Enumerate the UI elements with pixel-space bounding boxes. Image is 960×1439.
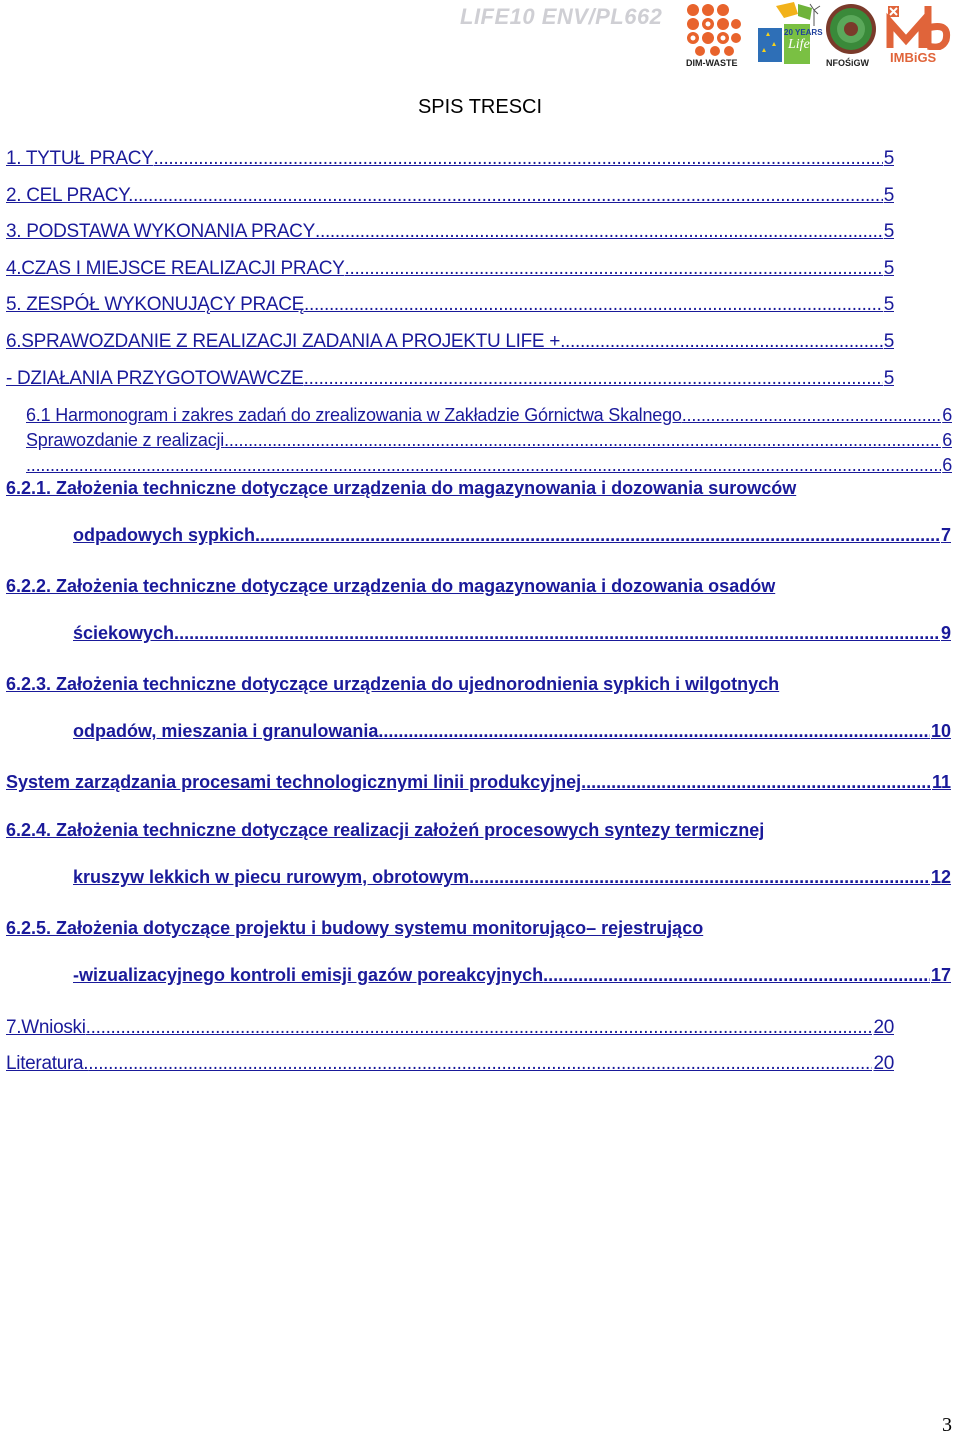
toc-entry-title: 6.SPRAWOZDANIE Z REALIZACJI ZADANIA A PROJEKTU LIFE + [6, 331, 561, 352]
toc-leader-dots [88, 1053, 872, 1075]
toc-entry-heading: 6.2.3. Założenia techniczne dotyczące urządzenia do ujednorodnienia sypkich i wilgotnych [6, 674, 780, 694]
toc-page-number: 5 [883, 294, 894, 315]
toc-leader-dots [86, 1017, 873, 1039]
toc-page-number: 7 [940, 525, 951, 545]
toc-entry-heading: 6.2.4. Założenia techniczne dotyczące realizacji założeń procesowych syntezy termicznej [6, 820, 765, 840]
nfosigw-logo [824, 2, 878, 68]
toc-leader-dots [543, 965, 930, 986]
toc-entry-title: 2. CEL PRACY. [6, 185, 134, 206]
toc-page-number: 6 [942, 430, 952, 450]
toc-leader-dots [304, 368, 883, 390]
toc-page-number: 12 [930, 867, 951, 887]
toc-page-number: 9 [940, 623, 951, 643]
toc-leader-dots [133, 185, 883, 207]
toc-entry-title: -wizualizacyjnego kontroli emisji gazów poreakcyjnych [73, 965, 544, 985]
toc-entry-dzialania[interactable] [6, 368, 894, 390]
imbigs-logo [884, 2, 954, 68]
toc-entry-6-2-2[interactable] [6, 576, 951, 644]
toc-entry-sprawozdanie-life[interactable] [6, 331, 894, 353]
toc-entry-blank[interactable] [26, 455, 952, 476]
svg-text:Life: Life [788, 37, 810, 52]
toc-entry-6-2-1[interactable] [6, 478, 951, 546]
imbigs-caption: IMBiGS [890, 50, 937, 65]
toc-entry-title: - DZIAŁANIA PRZYGOTOWAWCZE [6, 368, 304, 389]
toc-entry-zespol[interactable] [6, 294, 894, 316]
toc-leader-dots [560, 331, 883, 353]
toc-entry-title: 5. ZESPÓŁ WYKONUJĄCY PRACĘ [6, 294, 305, 315]
toc-entry-cel[interactable] [6, 185, 894, 207]
nfosigw-caption: NFOŚiGW [826, 58, 869, 68]
toc-entry-heading: 6.2.2. Założenia techniczne dotyczące urządzenia do magazynowania i dozowania osadów [6, 576, 776, 596]
toc-page-number: 5 [883, 221, 894, 242]
toc-leader-dots [154, 148, 883, 170]
toc-leader-dots [260, 525, 940, 546]
page-number: 3 [942, 1414, 952, 1436]
dim-waste-caption: DIM-WASTE [686, 58, 738, 68]
toc-page-number: 5 [883, 331, 894, 352]
toc-entry-sprawozdanie-realizacji[interactable] [26, 430, 952, 451]
toc-entry-system-zarzadzania[interactable] [6, 772, 951, 793]
header-logos [684, 2, 954, 72]
toc-entry-podstawa[interactable] [6, 221, 894, 243]
toc-entry-title: 1. TYTUŁ PRACY [6, 148, 154, 169]
document-title: SPIS TRESCI [417, 96, 543, 118]
toc-entry-literatura[interactable] [6, 1053, 894, 1075]
toc-leader-dots [26, 455, 941, 476]
life-years-caption: 20 YEARS [784, 28, 823, 37]
toc-leader-dots [224, 430, 941, 451]
toc-entry-title: Sprawozdanie z realizacji [26, 430, 225, 450]
toc-entry-6-2-4[interactable] [6, 820, 951, 888]
toc-entry-harmonogram[interactable] [26, 405, 952, 426]
toc-entry-6-2-3[interactable] [6, 674, 951, 742]
toc-entry-heading: 6.2.5. Założenia dotyczące projektu i budowy systemu monitorująco– rejestrująco [6, 918, 704, 938]
toc-page-number: 20 [873, 1017, 894, 1038]
toc-entry-title: 6.1 Harmonogram i zakres zadań do zrealizowania w Zakładzie Górnictwa Skalnego [26, 405, 682, 425]
toc-entry-title: ściekowych. [73, 623, 180, 643]
life-20-years-logo [754, 2, 822, 68]
toc-entry-title: Literatura. [6, 1053, 89, 1074]
toc-leader-dots [315, 221, 883, 243]
toc-leader-dots [345, 258, 883, 280]
toc-entry-title: 7.Wnioski [6, 1017, 86, 1038]
toc-leader-dots [304, 294, 883, 316]
toc-page-number: 5 [883, 368, 894, 389]
toc-page-number: 5 [883, 148, 894, 169]
toc-leader-dots [469, 867, 930, 888]
toc-leader-dots [682, 405, 941, 426]
project-code: LIFE10 ENV/PL662 [460, 4, 663, 29]
toc-entry-title: odpadów, mieszania i granulowania. [73, 721, 384, 741]
toc-entry-6-2-5[interactable] [6, 918, 951, 986]
toc-entry-title: kruszyw lekkich w piecu rurowym, obrotowym [73, 867, 470, 887]
toc-entry-czas[interactable] [6, 258, 894, 280]
toc-entry-tytul[interactable] [6, 148, 894, 170]
toc-leader-dots [179, 623, 940, 644]
toc-entry-title: System zarządzania procesami technologicznymi linii produkcyjnej. [6, 772, 587, 792]
toc-entry-wnioski[interactable] [6, 1017, 894, 1039]
toc-page-number: 6 [942, 405, 952, 425]
toc-page-number: 5 [883, 258, 894, 279]
toc-page-number: 10 [930, 721, 951, 741]
toc-page-number: 11 [931, 772, 951, 792]
toc-leader-dots [383, 721, 930, 742]
toc-entry-heading: 6.2.1. Założenia techniczne dotyczące urządzenia do magazynowania i dozowania surowców [6, 478, 797, 498]
toc-entry-title: odpadowych sypkich. [73, 525, 261, 545]
toc-page-number: 20 [873, 1053, 894, 1074]
toc-page-number: 5 [883, 185, 894, 206]
toc-entry-title: 4.CZAS I MIEJSCE REALIZACJI PRACY [6, 258, 345, 279]
toc-page-number: 6 [942, 455, 952, 475]
toc-entry-title: 3. PODSTAWA WYKONANIA PRACY [6, 221, 315, 242]
dim-waste-logo [684, 2, 742, 68]
toc-page-number: 17 [930, 965, 951, 985]
toc-leader-dots [586, 772, 931, 793]
